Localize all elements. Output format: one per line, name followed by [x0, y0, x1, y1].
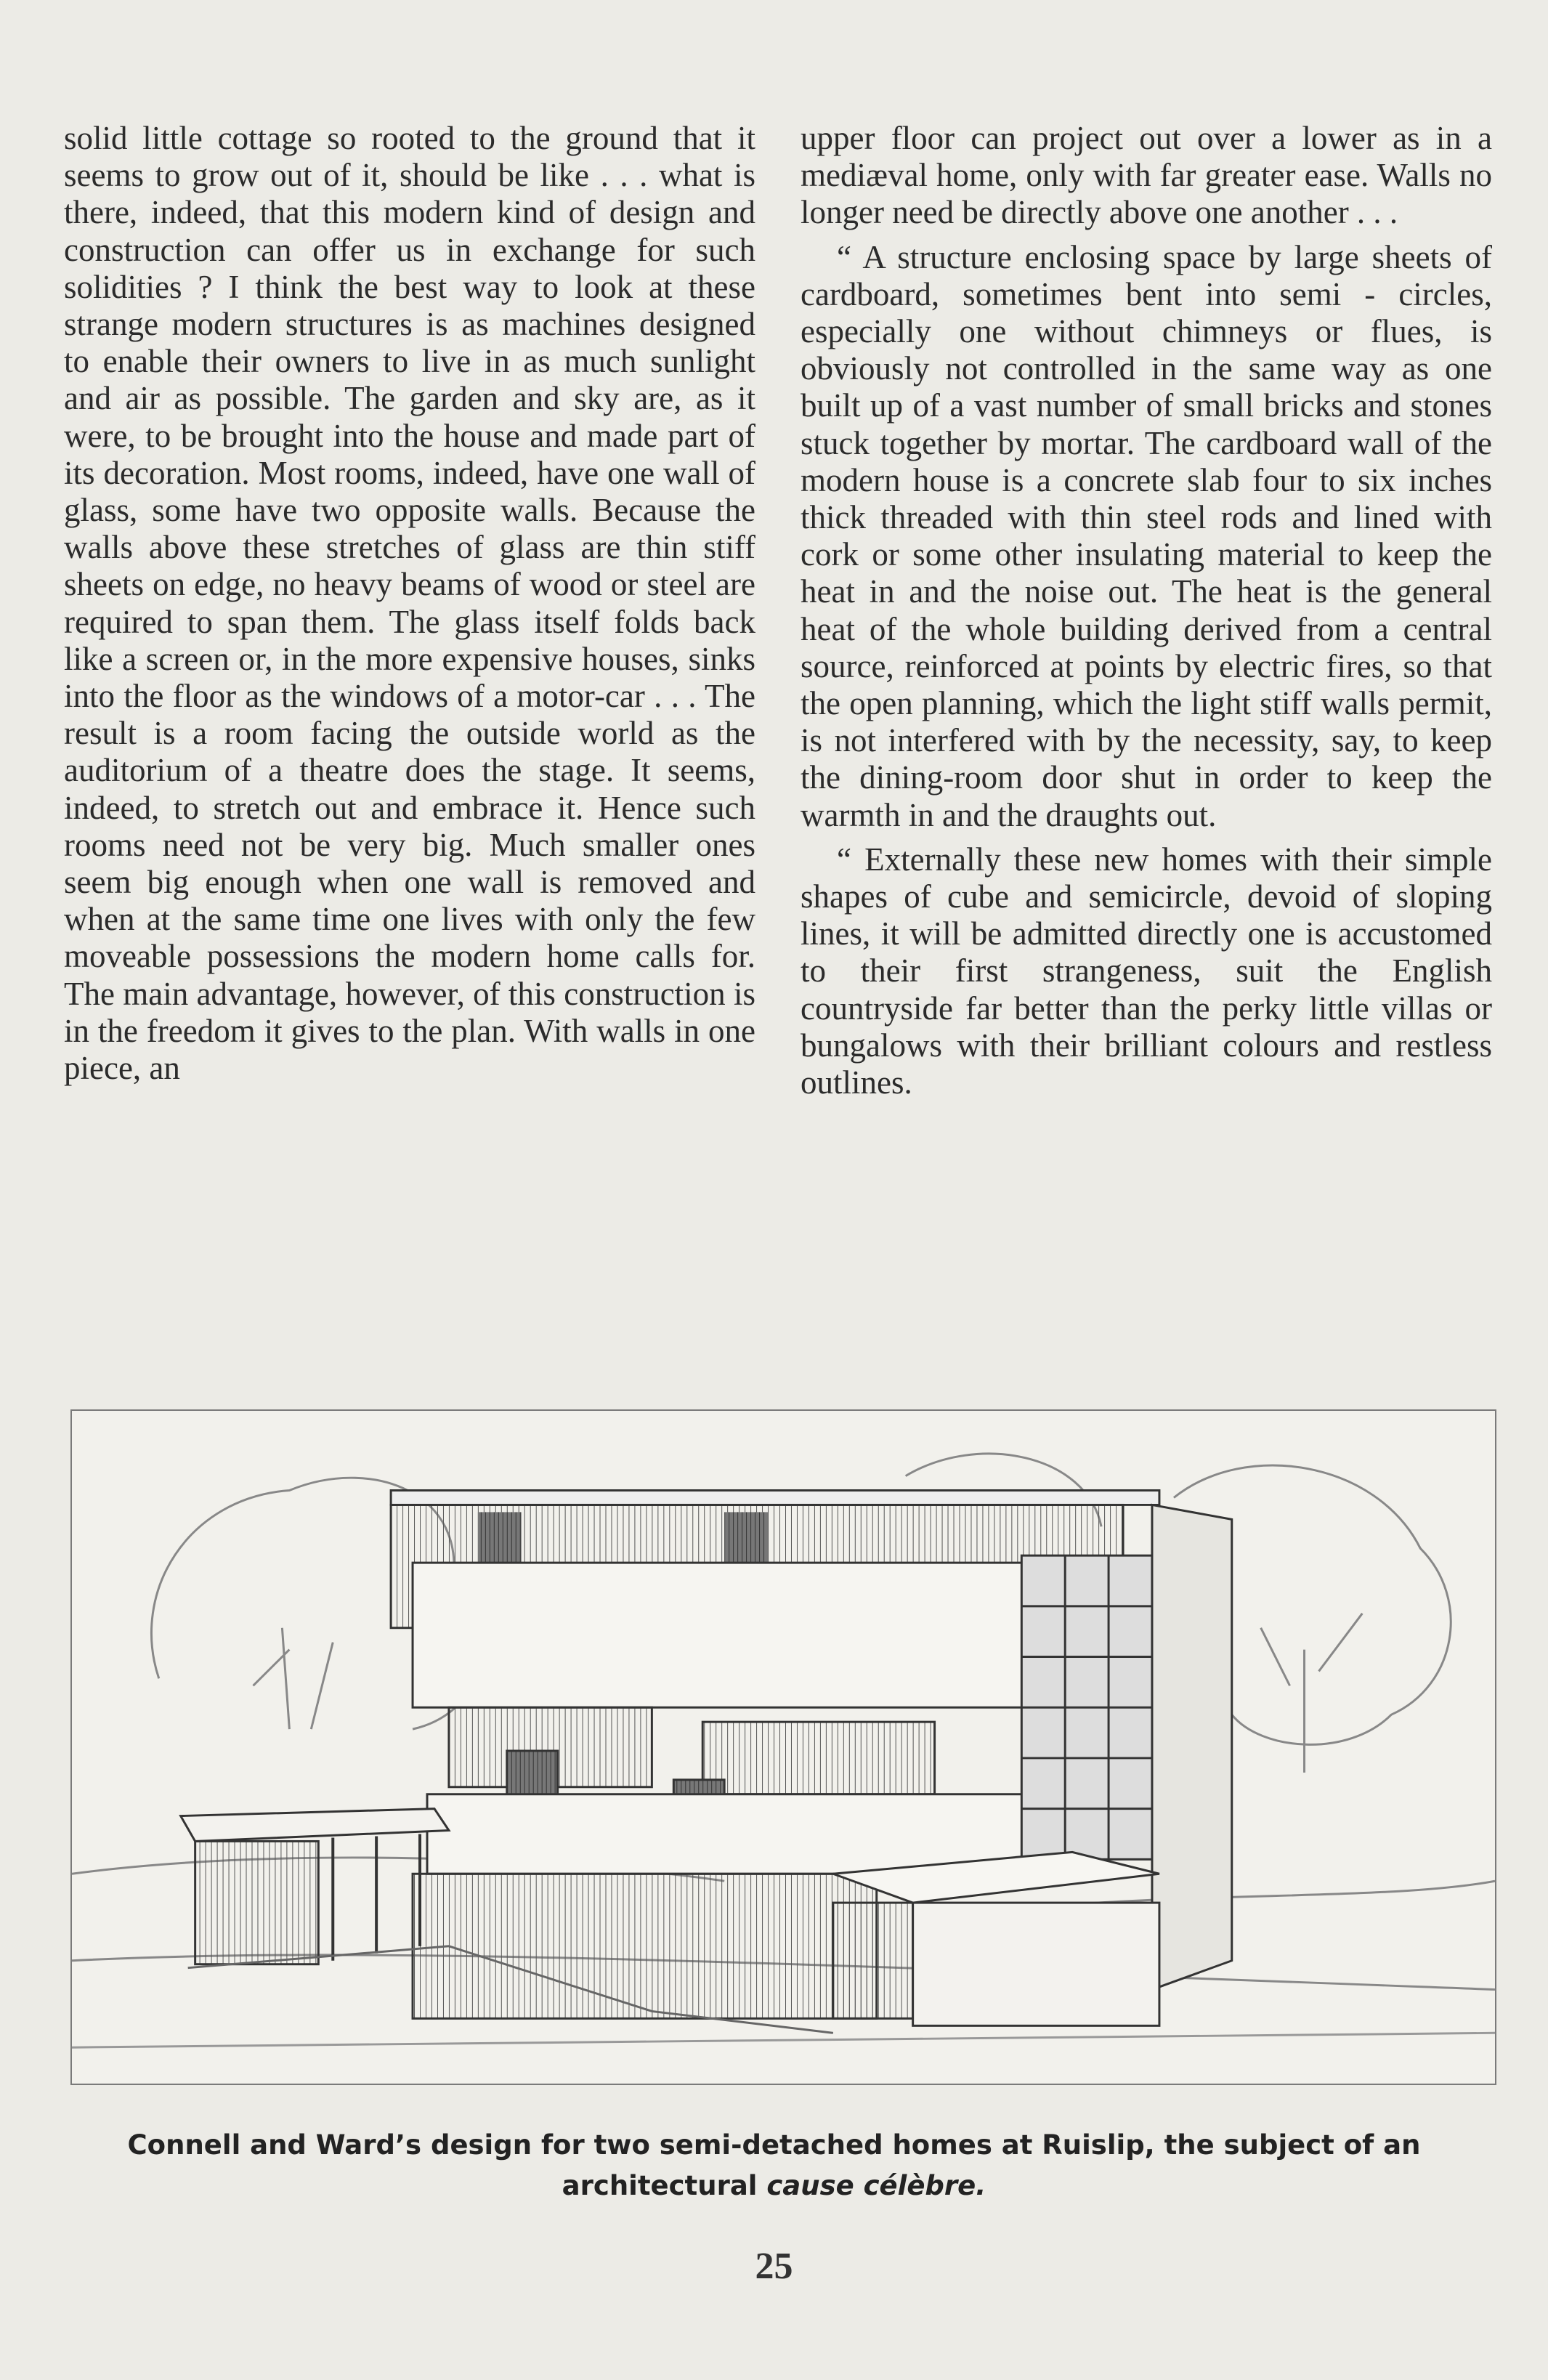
left-paragraph-1: solid little cottage so rooted to the ground that it seems to grow out of it, should be like . . . what is there, indeed, that this modern kind of design and construction can offer us in exchange for such solidities ? I think the best way to look at these strange modern structures is as machines designed to enable their owners to live in as much sunlight and air as possible. The garden and sky are, as it were, to be brought into the house and made part of its decoration. Most rooms, indeed, have one wall of glass, some have two opposite walls. Because the walls above these stretches of glass are thin stiff sheets on edge, no heavy beams of wood or steel are required to span them. The glass itself folds back like a screen or, in the more expensive houses, sinks into the floor as the windows of a motor-car . . . The result is a room facing the outside world as the auditorium of a theatre does the stage. It seems, indeed, to stretch out and embrace it. Hence such rooms need not be very big. Much smaller ones seem big enough when one wall is removed and when at the same time one lives with only the few moveable possessions the modern home calls for. The main advantage, however, of this construction is in the freedom it gives to the plan. With walls in one piece, an	[64, 120, 755, 1087]
caption-italic-text: cause célèbre.	[766, 2170, 986, 2201]
left-column	[64, 120, 755, 1109]
house-illustration	[70, 1409, 1496, 2085]
right-paragraph-2: “ A structure enclosing space by large sheets of cardboard, sometimes bent into semi - circles, especially one without chimneys or flues, is obviously not controlled in the same way as one built up of a vast number of small bricks and stones stuck together by mortar. The cardboard wall of the modern house is a concrete slab four to six inches thick threaded with thin steel rods and lined with cork or some other insulating material to keep the heat in and the noise out. The heat is the general heat of the whole building derived from a central source, reinforced at points by electric fires, so that the open planning, which the light stiff walls permit, is not interfered with by the necessity, say, to keep the dining-room door shut in order to keep the warmth in and the draughts out.	[801, 238, 1492, 833]
right-column	[801, 120, 1492, 1109]
text-columns	[64, 120, 1492, 1109]
figure-caption	[44, 2125, 1504, 2206]
architectural-sketch-icon	[72, 1411, 1495, 2084]
caption-line-2-text: architectural	[562, 2170, 767, 2201]
caption-line-1: Connell and Ward’s design for two semi-detached homes at Ruislip, the subject of an	[127, 2129, 1421, 2161]
caption-line-2	[44, 2166, 1504, 2206]
right-paragraph-1: upper floor can project out over a lower as in a mediæval home, only with far greater ease. Walls no longer need be directly above one another . . .	[801, 120, 1492, 231]
page-number: 25	[755, 2246, 793, 2287]
right-paragraph-3: “ Externally these new homes with their simple shapes of cube and semicircle, devoid of sloping lines, it will be admitted directly one is accustomed to their first strangeness, suit the English countryside far better than the perky little villas or bungalows with their brilliant colours and restless outlines.	[801, 841, 1492, 1101]
